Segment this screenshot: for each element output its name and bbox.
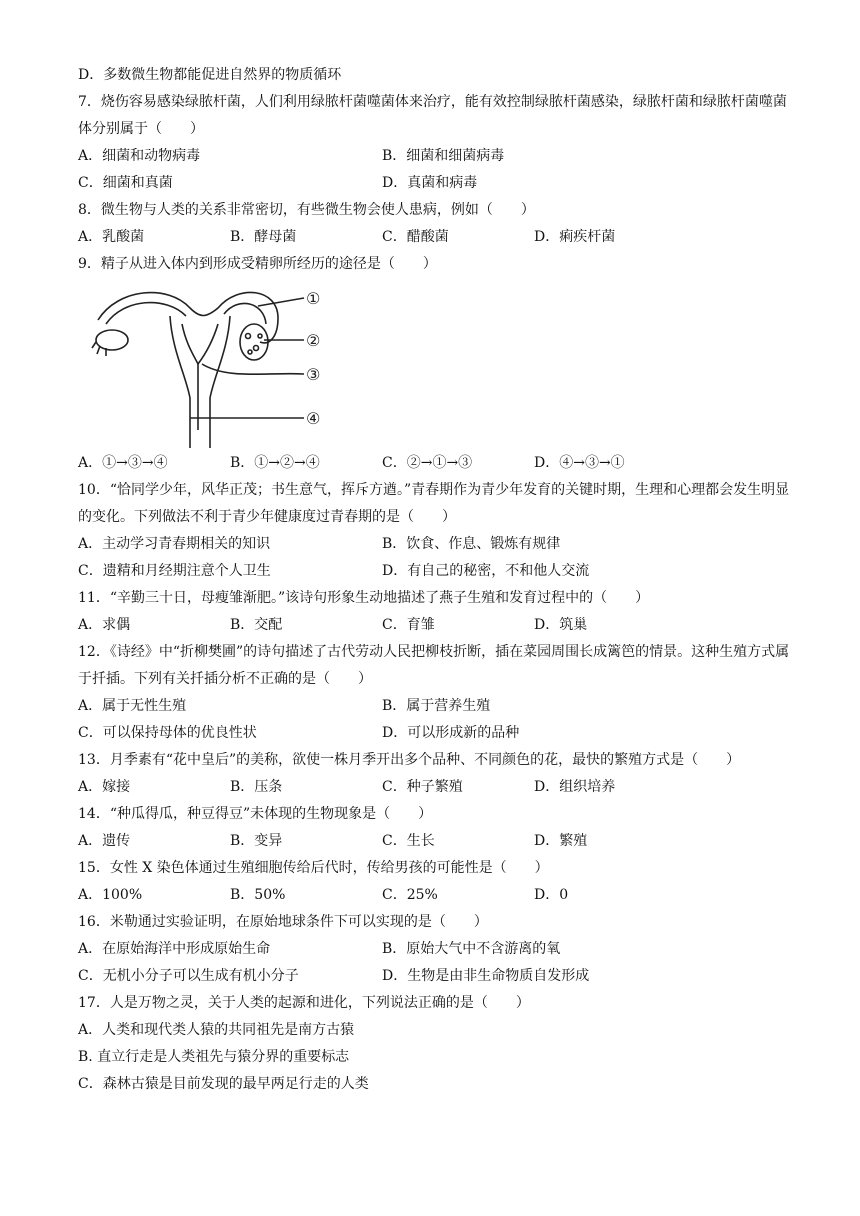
q7-option-c[interactable]: C．细菌和真菌 [78, 175, 173, 191]
q9-options [78, 450, 790, 477]
q14-option-d[interactable]: D．繁殖 [534, 833, 588, 849]
q11-option-c[interactable]: C．育雏 [382, 617, 435, 633]
q15-option-b[interactable]: B．50% [230, 887, 286, 903]
figure-label-3: ③ [306, 365, 321, 384]
q16-option-b[interactable]: B．原始大气中不含游离的氧 [382, 941, 561, 957]
q7-options-row2 [78, 170, 790, 197]
q12-option-b[interactable]: B．属于营养生殖 [382, 698, 491, 714]
question-9: 9．精子从进入体内到形成受精卵所经历的途径是（ ） [78, 256, 437, 272]
figure-label-2: ② [306, 331, 321, 350]
question-11: 11．“辛勤三十日，母瘦雏渐肥。”该诗句形象生动地描述了燕子生殖和发育过程中的（ ） [78, 590, 650, 606]
question-14: 14．“种瓜得瓜，种豆得豆”未体现的生物现象是（ ） [78, 806, 433, 822]
q16-option-a[interactable]: A．在原始海洋中形成原始生命 [78, 941, 271, 957]
question-16: 16．米勒通过实验证明，在原始地球条件下可以实现的是（ ） [78, 914, 488, 930]
q13-option-c[interactable]: C．种子繁殖 [382, 779, 463, 795]
q9-option-b[interactable]: B．①→②→④ [230, 455, 320, 471]
q12-options-row2 [78, 720, 790, 747]
q10-option-a[interactable]: A．主动学习青春期相关的知识 [78, 536, 271, 552]
question-13: 13．月季素有“花中皇后”的美称，欲使一株月季开出多个品种、不同颜色的花，最快的繁殖方式是（ ） [78, 752, 741, 768]
q8-option-d[interactable]: D．痢疾杆菌 [534, 229, 616, 245]
q7-option-b[interactable]: B．细菌和细菌病毒 [382, 148, 505, 164]
q12-option-c[interactable]: C．可以保持母体的优良性状 [78, 725, 257, 741]
q11-options [78, 612, 790, 639]
question-7: 7．烧伤容易感染绿脓杆菌，人们利用绿脓杆菌噬菌体来治疗，能有效控制绿脓杆菌感染，绿脓杆菌和绿脓杆菌噬菌体分别属于（ ） [78, 94, 787, 137]
exam-page [78, 62, 790, 1098]
q8-option-c[interactable]: C．醋酸菌 [382, 229, 449, 245]
q15-option-d[interactable]: D．0 [534, 887, 569, 903]
q12-option-a[interactable]: A．属于无性生殖 [78, 698, 187, 714]
q8-option-b[interactable]: B．酵母菌 [230, 229, 297, 245]
q9-option-d[interactable]: D．④→③→① [534, 455, 625, 471]
q7-option-d[interactable]: D．真菌和病毒 [382, 175, 478, 191]
q7-options-row1 [78, 143, 790, 170]
q17-option-c[interactable]: C．森林古猿是目前发现的最早两足行走的人类 [78, 1076, 369, 1092]
uterus-diagram [78, 280, 328, 448]
q15-options [78, 882, 790, 909]
figure-label-1: ① [306, 289, 321, 308]
q11-option-d[interactable]: D．筑巢 [534, 617, 588, 633]
figure-label-4: ④ [306, 409, 321, 428]
q12-options-row1 [78, 693, 790, 720]
q6-option-d: D．多数微生物都能促进自然界的物质循环 [78, 67, 342, 83]
q14-option-c[interactable]: C．生长 [382, 833, 435, 849]
q10-option-d[interactable]: D．有自己的秘密，不和他人交流 [382, 563, 590, 579]
q13-option-b[interactable]: B．压条 [230, 779, 283, 795]
question-12: 12．《诗经》中“折柳樊圃”的诗句描述了古代劳动人民把柳枝折断，插在菜园周围长成篱笆的情景。这种生殖方式属于扦插。下列有关扦插分析不正确的是（ ） [78, 644, 790, 687]
q10-options-row2 [78, 558, 790, 585]
q16-options-row1 [78, 936, 790, 963]
q13-option-d[interactable]: D．组织培养 [534, 779, 616, 795]
q10-option-c[interactable]: C．遗精和月经期注意个人卫生 [78, 563, 271, 579]
q11-option-b[interactable]: B．交配 [230, 617, 283, 633]
q16-options-row2 [78, 963, 790, 990]
q16-option-d[interactable]: D．生物是由非生命物质自发形成 [382, 968, 590, 984]
q8-options [78, 224, 790, 251]
q9-option-c[interactable]: C．②→①→③ [382, 455, 473, 471]
q13-options [78, 774, 790, 801]
question-10: 10．“恰同学少年，风华正茂；书生意气，挥斥方遒。”青春期作为青少年发育的关键时期，生理和心理都会发生明显的变化。下列做法不利于青少年健康度过青春期的是（ ） [78, 482, 790, 525]
question-17: 17．人是万物之灵，关于人类的起源和进化，下列说法正确的是（ ） [78, 995, 530, 1011]
q17-option-b[interactable]: B. 直立行走是人类祖先与猿分界的重要标志 [78, 1049, 350, 1065]
q14-option-b[interactable]: B．变异 [230, 833, 283, 849]
q10-options-row1 [78, 531, 790, 558]
q14-option-a[interactable]: A．遗传 [78, 833, 131, 849]
q17-option-a[interactable]: A．人类和现代类人猿的共同祖先是南方古猿 [78, 1022, 355, 1038]
q15-option-c[interactable]: C．25% [382, 887, 438, 903]
q9-option-a[interactable]: A．①→③→④ [78, 455, 168, 471]
q12-option-d[interactable]: D．可以形成新的品种 [382, 725, 520, 741]
female-reproductive-system-figure [78, 278, 790, 450]
q10-option-b[interactable]: B．饮食、作息、锻炼有规律 [382, 536, 561, 552]
q15-option-a[interactable]: A．100% [78, 887, 143, 903]
q8-option-a[interactable]: A．乳酸菌 [78, 229, 145, 245]
q14-options [78, 828, 790, 855]
q7-option-a[interactable]: A．细菌和动物病毒 [78, 148, 201, 164]
q16-option-c[interactable]: C．无机小分子可以生成有机小分子 [78, 968, 299, 984]
q11-option-a[interactable]: A．求偶 [78, 617, 131, 633]
question-8: 8．微生物与人类的关系非常密切，有些微生物会使人患病，例如（ ） [78, 202, 535, 218]
q13-option-a[interactable]: A．嫁接 [78, 779, 131, 795]
question-15: 15．女性 X 染色体通过生殖细胞传给后代时，传给男孩的可能性是（ ） [78, 860, 549, 876]
